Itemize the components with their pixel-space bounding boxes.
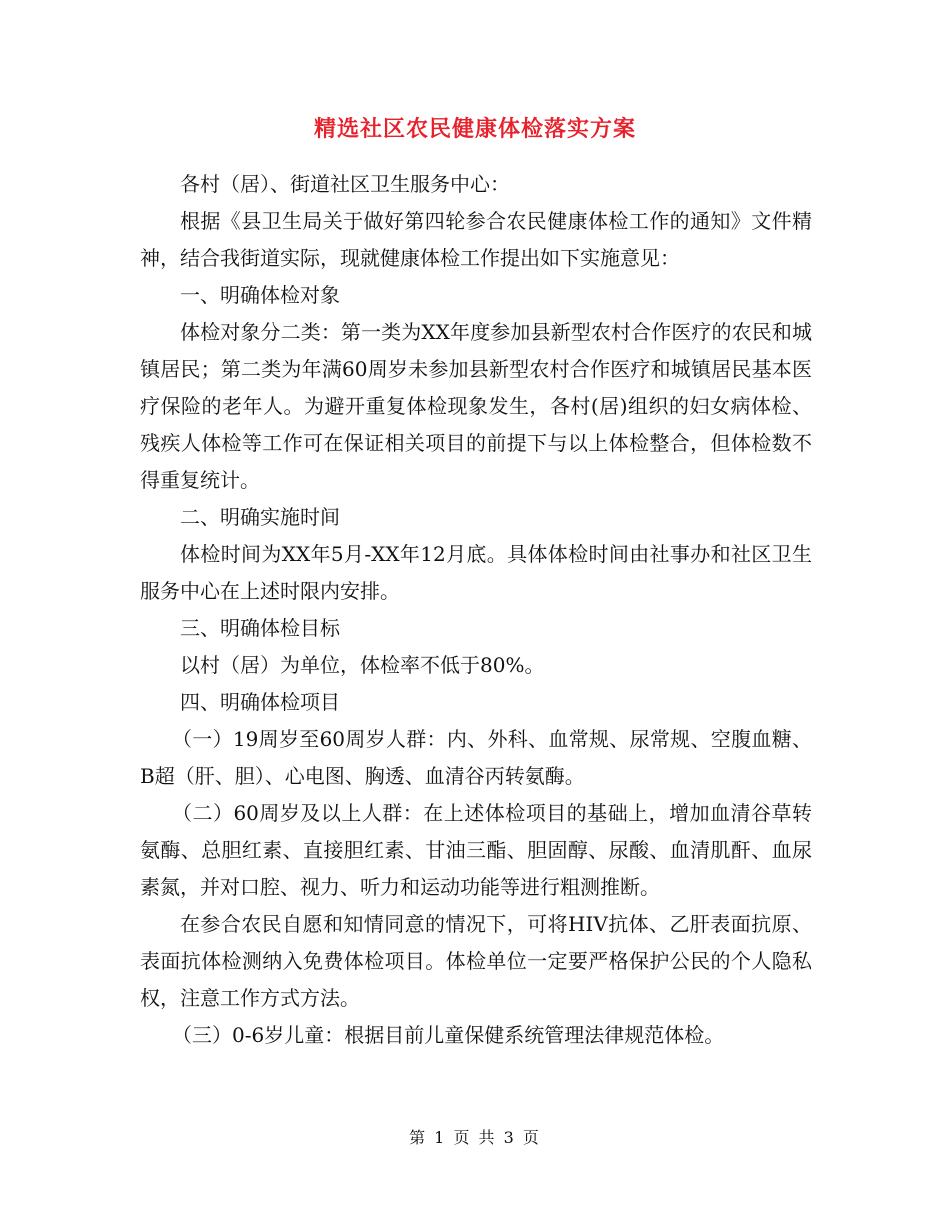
paragraph-intro: 根据《县卫生局关于做好第四轮参合农民健康体检工作的通知》文件精神，结合我街道实际，现就健康体检工作提出如下实施意见： (140, 209, 812, 270)
paragraph-item-3: （三）0-6岁儿童：根据目前儿童保健系统管理法律规范体检。 (172, 1023, 725, 1047)
paragraph-salutation: 各村（居）、街道社区卫生服务中心： (180, 172, 510, 196)
paragraph-time: 体检时间为XX年5月-XX年12月底。具体体检时间由社事办和社区卫生服务中心在上述时限内安排。 (140, 542, 812, 603)
document-body (140, 166, 812, 1054)
section-heading-1: 一、明确体检对象 (180, 283, 340, 307)
section-heading-2: 二、明确实施时间 (180, 505, 340, 529)
document-title: 精选社区农民健康体检落实方案 (313, 117, 636, 142)
paragraph-consent: 在参合农民自愿和知情同意的情况下，可将HIV抗体、乙肝表面抗原、表面抗体检测纳入免费体检项目。体检单位一定要严格保护公民的个人隐私权，注意工作方式方法。 (140, 912, 812, 1010)
page-number-footer: 第 1 页 共 3 页 (409, 1128, 541, 1147)
section-heading-4: 四、明确体检项目 (180, 690, 340, 714)
paragraph-targets: 体检对象分二类：第一类为XX年度参加县新型农村合作医疗的农民和城镇居民；第二类为年满60周岁未参加县新型农村合作医疗和城镇居民基本医疗保险的老年人。为避开重复体检现象发生，各村(居)组织的妇女病体检、残疾人体检等工作可在保证相关项目的前提下与以上体检整合，但体检数不得重复统计。 (140, 320, 812, 492)
paragraph-item-1: （一）19周岁至60周岁人群：内、外科、血常规、尿常规、空腹血糖、B超（肝、胆）、心电图、胸透、血清谷丙转氨酶。 (140, 727, 812, 788)
paragraph-item-2: （二）60周岁及以上人群：在上述体检项目的基础上，增加血清谷草转氨酶、总胆红素、直接胆红素、甘油三酯、胆固醇、尿酸、血清肌酐、血尿素氮，并对口腔、视力、听力和运动功能等进行粗测推断。 (140, 801, 812, 899)
section-heading-3: 三、明确体检目标 (180, 616, 340, 640)
paragraph-goal: 以村（居）为单位，体检率不低于80%。 (180, 653, 545, 677)
